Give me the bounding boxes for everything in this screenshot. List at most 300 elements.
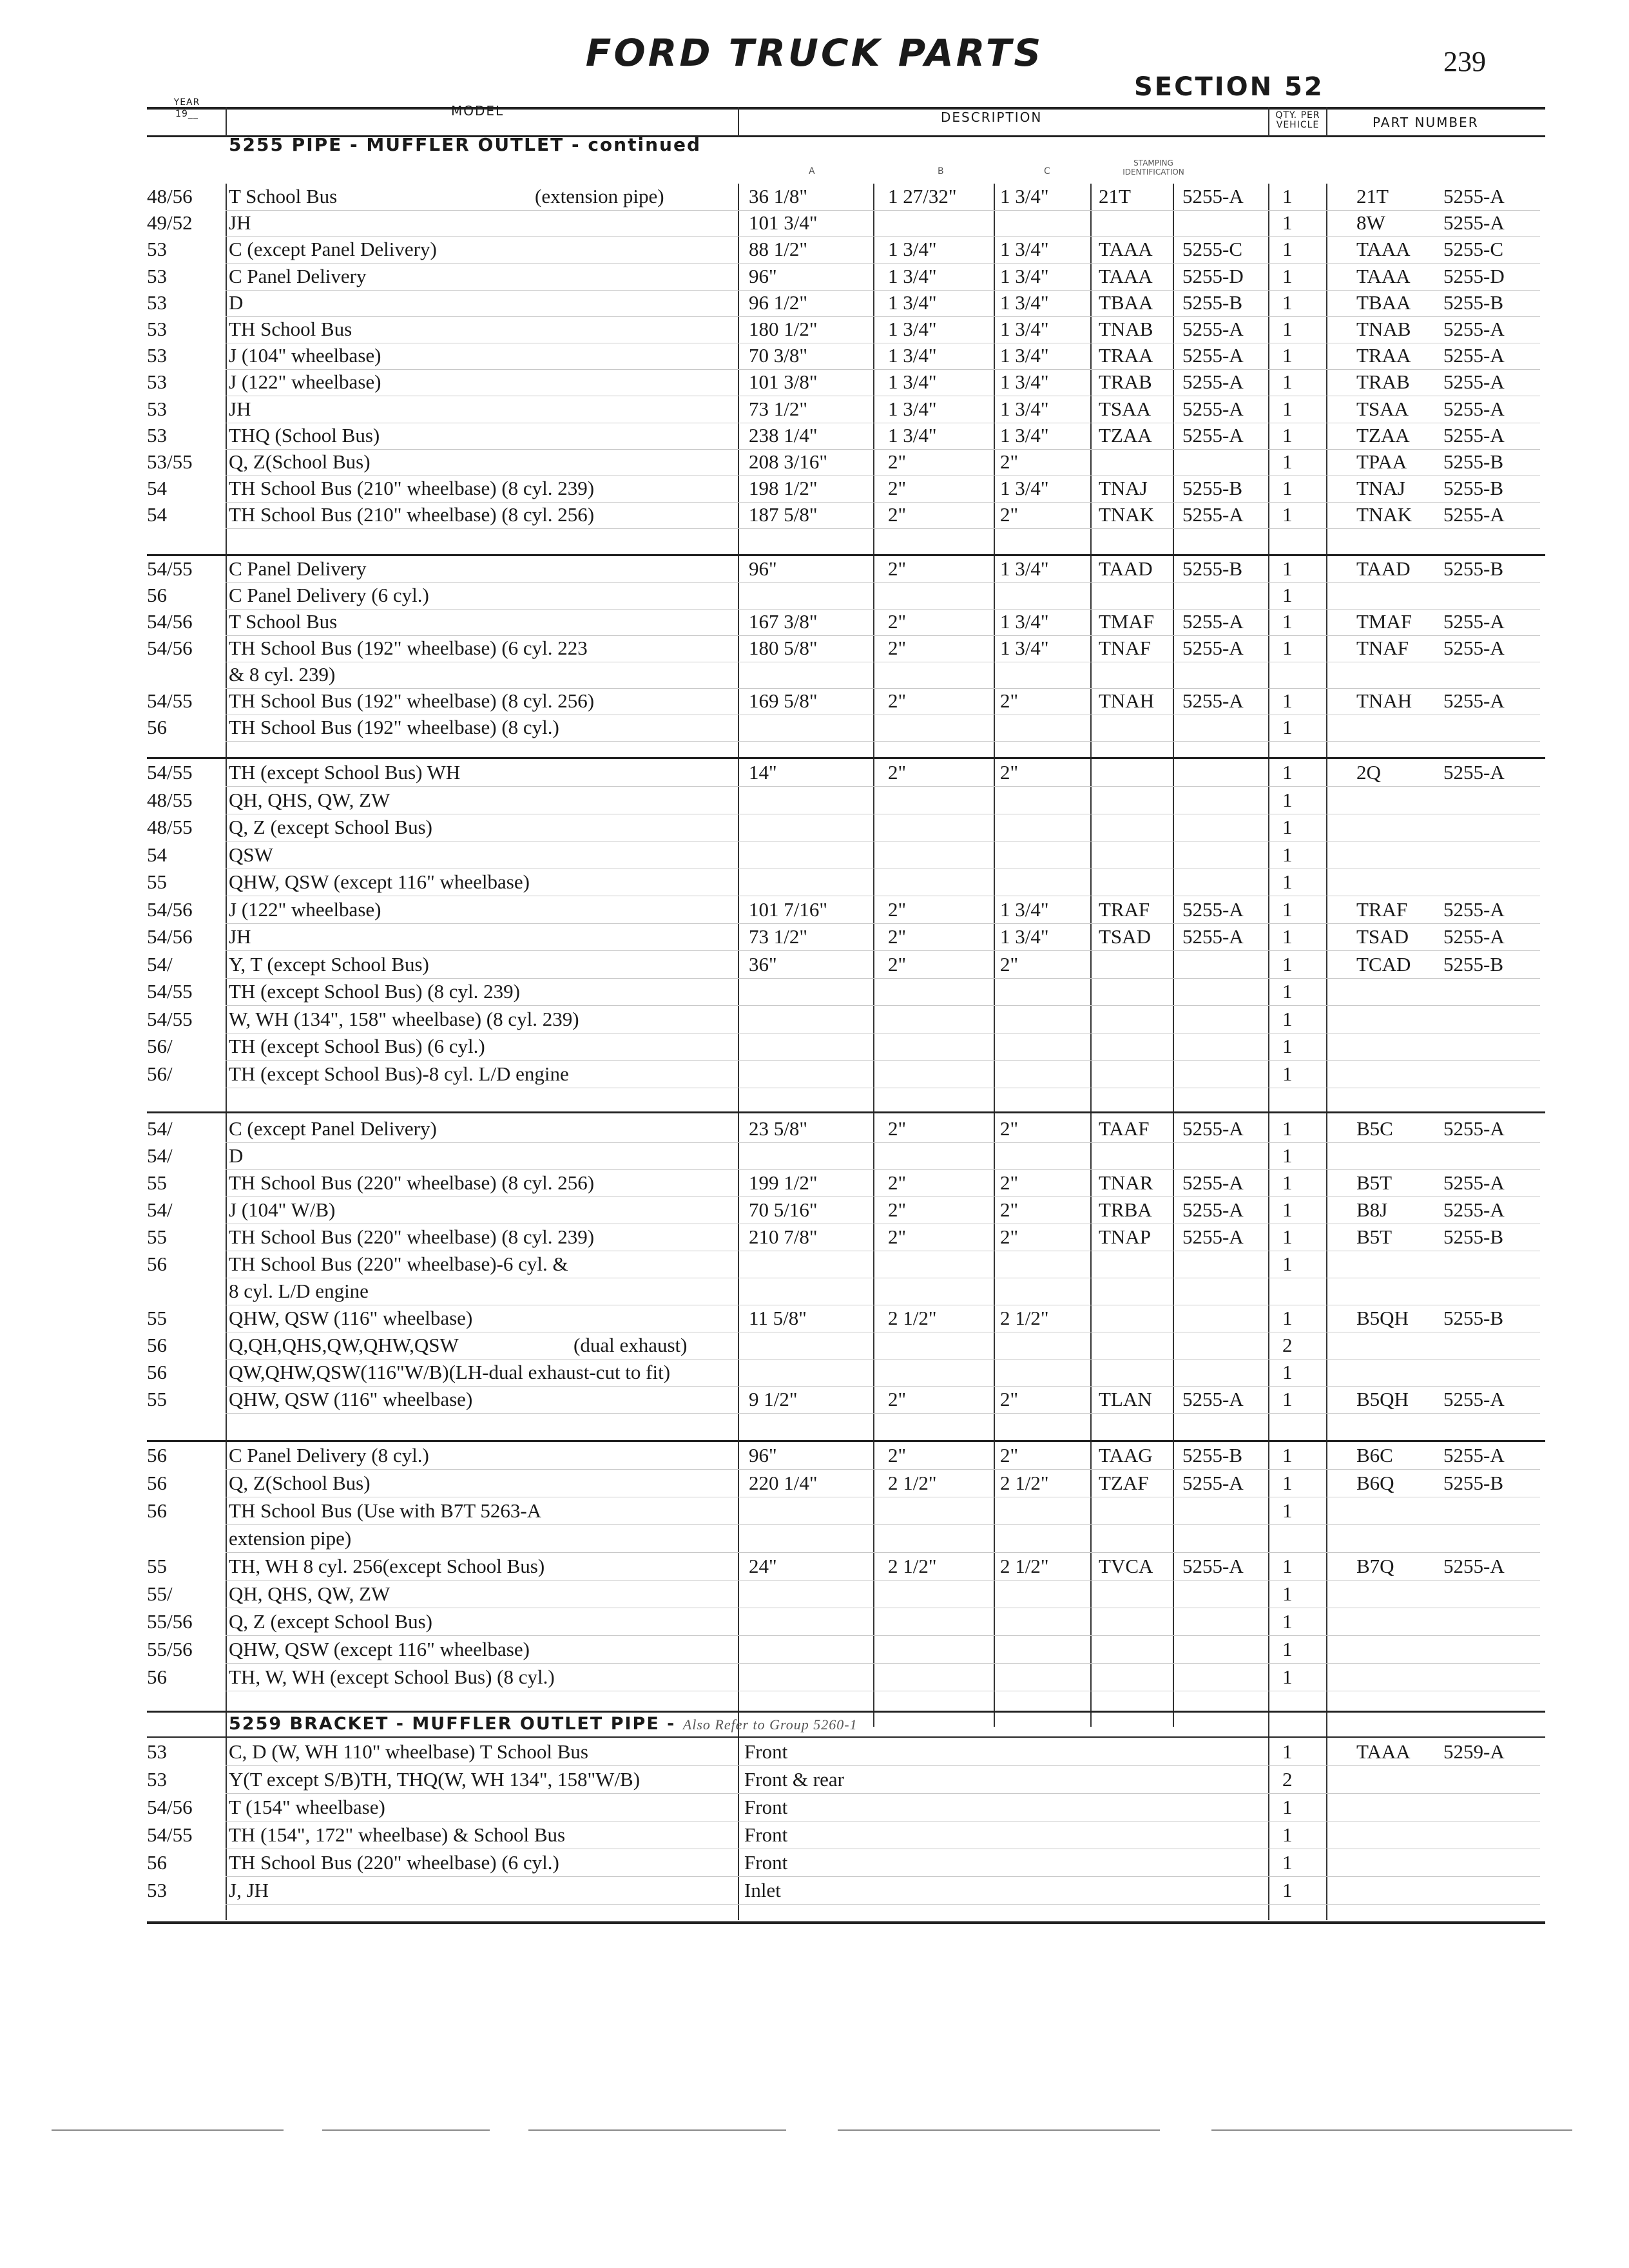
row-part-prefix: B6Q [1356,1472,1394,1494]
row-stamp-number: 5255-A [1182,1198,1244,1221]
table-row [0,715,1629,744]
row-dim-a: 36" [749,952,777,975]
row-model: QHW, QSW (116" wheelbase) [229,1307,473,1329]
row-year: 54 [147,503,167,526]
table-row [0,815,1629,843]
row-part-number: 5255-C [1443,238,1503,261]
row-part-number: 5255-A [1443,1555,1505,1577]
group-separator [147,1711,1545,1713]
row-rule [226,1142,1540,1143]
row-model: TH School Bus (192" wheelbase) (6 cyl. 223 [229,637,588,659]
row-model: J, JH [229,1879,269,1901]
row-part-number: 5255-A [1443,503,1505,526]
row-dim-a: 14" [749,761,777,783]
page-title: FORD TRUCK PARTS [585,31,1044,75]
group-5259-title [229,1714,858,1734]
col-qty: QTY. PER VEHICLE [1275,110,1320,130]
row-qty: 1 [1282,925,1293,948]
row-qty: 1 [1282,610,1293,633]
row-model: TH School Bus [229,318,352,340]
row-year: 53 [147,318,167,340]
row-dim-c: 1 3/4" [1000,185,1049,207]
table-row [0,1554,1629,1582]
footer-rule [528,2129,786,2131]
row-model: C Panel Delivery (6 cyl.) [229,584,429,606]
table-row [0,503,1629,531]
table-row [0,1823,1629,1851]
row-dim-c: 1 3/4" [1000,291,1049,314]
table-row [0,662,1629,691]
row-year: 54 [147,477,167,500]
row-dim-c: 2" [1000,689,1019,712]
row-stamp-prefix: TSAA [1099,397,1151,420]
row-model: TH, WH 8 cyl. 256(except School Bus) [229,1555,545,1577]
row-part-number: 5255-A [1443,637,1505,659]
row-model: Q, Z (except School Bus) [229,1610,432,1633]
row-qty: 1 [1282,1444,1293,1466]
row-stamp-prefix: TLAN [1099,1388,1152,1410]
footer-rule [322,2129,490,2131]
row-dim-c: 2" [1000,1117,1019,1140]
row-stamp-number: 5255-A [1182,1555,1244,1577]
row-stamp-prefix: TNAH [1099,689,1155,712]
row-model: TH (154", 172" wheelbase) & School Bus [229,1823,566,1846]
row-part-number: 5255-A [1443,397,1505,420]
table-row [0,1360,1629,1389]
row-model: TH School Bus (220" wheelbase) (8 cyl. 239) [229,1225,595,1248]
row-part-prefix: B8J [1356,1198,1388,1221]
row-model: T School Bus [229,185,338,207]
row-year: 56 [147,1851,167,1874]
row-qty: 2 [1282,1334,1293,1356]
row-dim-b: 1 3/4" [888,344,937,367]
header-top-rule [147,107,1545,110]
row-stamp-number: 5255-A [1182,610,1244,633]
row-part-prefix: TNAF [1356,637,1409,659]
row-dim-b: 1 3/4" [888,397,937,420]
row-dim-a: 73 1/2" [749,925,808,948]
row-dim-b: 2" [888,689,907,712]
row-year: 49/52 [147,211,193,235]
table-row [0,1198,1629,1226]
row-qty: 2 [1282,1768,1293,1791]
row-year: 54/56 [147,1796,193,1818]
row-dim-c: 1 3/4" [1000,397,1049,420]
row-dim-a: 101 7/16" [749,898,828,921]
row-rule [226,1580,1540,1581]
row-rule [226,1196,1540,1197]
row-qty: 1 [1282,1555,1293,1577]
row-rule [226,1876,1540,1877]
row-year: 53 [147,344,167,367]
col-model: MODEL [451,103,505,119]
row-part-prefix: TZAA [1356,423,1410,447]
row-qty: 1 [1282,1740,1293,1763]
row-dim-b: 2" [888,761,907,783]
row-year: 56 [147,1472,167,1494]
table-row [0,689,1629,717]
row-rule [226,1663,1540,1664]
table-row [0,979,1629,1008]
row-dim-c: 1 3/4" [1000,344,1049,367]
row-dim-a: 96 1/2" [749,291,808,314]
row-part-number: 5255-B [1443,1307,1503,1329]
row-part-prefix: TRAA [1356,344,1411,367]
row-rule [226,1904,1540,1905]
row-qty: 1 [1282,1666,1293,1688]
row-description: Front [744,1823,788,1846]
row-part-prefix: TAAA [1356,238,1411,261]
row-year: 55 [147,1388,167,1410]
row-part-number: 5255-B [1443,477,1503,500]
row-part-number: 5255-B [1443,557,1503,580]
row-year: 54/ [147,1144,173,1167]
table-row [0,843,1629,871]
row-model: TH (except School Bus) (8 cyl. 239) [229,980,520,1003]
row-year: 55/56 [147,1610,193,1633]
table-row [0,925,1629,953]
table-bottom-rule [147,1921,1545,1924]
row-dim-b: 2" [888,637,907,659]
row-stamp-prefix: TNAK [1099,503,1155,526]
row-dim-a: 96" [749,264,777,287]
row-stamp-number: 5255-A [1182,925,1244,948]
row-stamp-number: 5255-A [1182,1117,1244,1140]
row-year: 55/ [147,1582,173,1605]
table-row [0,317,1629,345]
table-row [0,557,1629,585]
table-row [0,1443,1629,1472]
row-stamp-prefix: TBAA [1099,291,1153,314]
row-dim-b: 2" [888,557,907,580]
row-dim-c: 2" [1000,503,1019,526]
row-qty: 1 [1282,1610,1293,1633]
row-year: 53/55 [147,450,193,473]
table-row [0,1582,1629,1610]
table-row [0,264,1629,293]
header-divider-qty [1326,107,1327,137]
row-year: 53 [147,397,167,420]
row-part-prefix: TPAA [1356,450,1407,473]
table-row [0,1795,1629,1823]
row-part-number: 5255-A [1443,1388,1505,1410]
row-dim-a: 167 3/8" [749,610,818,633]
row-stamp-prefix: TNAB [1099,318,1153,340]
row-dim-c: 1 3/4" [1000,637,1049,659]
row-rule [226,528,1540,529]
row-dim-c: 1 3/4" [1000,557,1049,580]
row-qty: 1 [1282,1062,1293,1085]
row-description: Front [744,1796,788,1818]
row-stamp-number: 5255-C [1182,238,1242,261]
row-rule [226,1793,1540,1794]
row-dim-b: 2" [888,925,907,948]
row-part-prefix: TRAF [1356,898,1408,921]
row-dim-a: 24" [749,1555,777,1577]
row-model: TH School Bus (220" wheelbase) (6 cyl.) [229,1851,559,1874]
table-row [0,1252,1629,1280]
row-model: W, WH (134", 158" wheelbase) (8 cyl. 239) [229,1007,579,1030]
row-qty: 1 [1282,1582,1293,1605]
row-rule [226,1552,1540,1553]
row-stamp-number: 5255-A [1182,185,1244,207]
row-model: D [229,1144,244,1167]
table-row [0,1637,1629,1666]
row-year: 53 [147,370,167,394]
table-row [0,343,1629,372]
row-year: 56 [147,1361,167,1383]
subcol-b: B [938,166,944,177]
row-stamp-number: 5255-B [1182,477,1242,500]
footer-rule [1211,2129,1572,2131]
header-divider-model [738,107,739,137]
row-year: 53 [147,238,167,261]
row-part-prefix: 2Q [1356,761,1381,783]
row-qty: 1 [1282,1198,1293,1221]
row-qty: 1 [1282,1823,1293,1846]
row-part-prefix: TRAB [1356,370,1410,394]
row-model: Y(T except S/B)TH, THQ(W, WH 134", 158"W/B) [229,1768,641,1791]
row-dim-a: 220 1/4" [749,1472,818,1494]
row-part-prefix: B6C [1356,1444,1393,1466]
row-stamp-number: 5255-D [1182,264,1244,287]
row-year: 55 [147,1307,167,1329]
row-dim-a: 96" [749,1444,777,1466]
row-year: 54/ [147,952,173,975]
row-description: Front [744,1740,788,1763]
row-dim-c: 2" [1000,450,1019,473]
row-part-prefix: TNAB [1356,318,1411,340]
group-5259-rule [147,1736,1545,1738]
row-model: JH [229,925,251,948]
row-dim-c: 1 3/4" [1000,264,1049,287]
row-part-number: 5255-B [1443,291,1503,314]
row-year: 56 [147,1499,167,1522]
row-description: Front [744,1851,788,1874]
row-dim-b: 2" [888,1444,907,1466]
row-dim-c: 1 3/4" [1000,477,1049,500]
row-model: C, D (W, WH 110" wheelbase) T School Bus [229,1740,588,1763]
row-dim-b: 2" [888,503,907,526]
row-model: TH (except School Bus)-8 cyl. L/D engine [229,1062,569,1085]
row-part-number: 5255-B [1443,1225,1503,1248]
row-year: 53 [147,1768,167,1791]
row-part-prefix: TAAD [1356,557,1411,580]
row-model: TH School Bus (210" wheelbase) (8 cyl. 256) [229,503,595,526]
row-qty: 1 [1282,980,1293,1003]
group-5259-title-text: 5259 BRACKET - MUFFLER OUTLET PIPE - [229,1714,676,1734]
row-qty: 1 [1282,843,1293,866]
row-part-prefix: TSAD [1356,925,1409,948]
row-model: QHW, QSW (except 116" wheelbase) [229,870,530,893]
row-stamp-number: 5255-B [1182,291,1242,314]
row-stamp-prefix: TNAJ [1099,477,1148,500]
row-year: 55 [147,1555,167,1577]
table-row [0,291,1629,319]
row-dim-a: 169 5/8" [749,689,818,712]
row-model: TH School Bus (210" wheelbase) (8 cyl. 239) [229,477,595,500]
row-part-number: 5255-A [1443,185,1505,207]
row-stamp-prefix: TZAF [1099,1472,1149,1494]
row-model: C Panel Delivery (8 cyl.) [229,1444,429,1466]
row-part-number: 5255-B [1443,952,1503,975]
row-model: QH, QHS, QW, ZW [229,788,390,811]
row-dim-a: 199 1/2" [749,1171,818,1194]
row-qty: 1 [1282,788,1293,811]
table-row [0,1034,1629,1062]
row-stamp-number: 5255-A [1182,898,1244,921]
row-part-prefix: TSAA [1356,397,1409,420]
row-part-prefix: TAAA [1356,1740,1411,1763]
row-dim-b: 2" [888,1171,907,1194]
row-part-number: 5255-A [1443,211,1505,235]
row-dim-b: 1 3/4" [888,238,937,261]
row-qty: 1 [1282,1253,1293,1275]
row-dim-c: 1 3/4" [1000,370,1049,394]
row-dim-c: 2" [1000,1444,1019,1466]
subcol-a: A [809,166,815,177]
row-year: 53 [147,1740,167,1763]
row-model: C Panel Delivery [229,557,367,580]
row-model-extra: (extension pipe) [535,185,664,207]
row-model: T (154" wheelbase) [229,1796,385,1818]
row-dim-b: 2" [888,1388,907,1410]
row-part-prefix: B5QH [1356,1388,1409,1410]
row-dim-c: 2" [1000,1171,1019,1194]
row-qty: 1 [1282,1144,1293,1167]
row-stamp-number: 5255-A [1182,1388,1244,1410]
row-qty: 1 [1282,689,1293,712]
row-year: 53 [147,264,167,287]
footer-rule [52,2129,284,2131]
table-row [0,1387,1629,1416]
row-part-prefix: B5T [1356,1225,1393,1248]
row-dim-a: 208 3/16" [749,450,828,473]
table-row [0,952,1629,981]
row-qty: 1 [1282,477,1293,500]
row-model-extra: (dual exhaust) [574,1334,688,1356]
row-year: 56/ [147,1062,173,1085]
row-rule [226,923,1540,924]
row-rule [226,1524,1540,1525]
row-year: 54/55 [147,1823,193,1846]
row-part-number: 5255-A [1443,344,1505,367]
row-qty: 1 [1282,1307,1293,1329]
table-row [0,583,1629,611]
row-stamp-prefix: TAAF [1099,1117,1150,1140]
row-rule [226,1469,1540,1470]
row-dim-c: 2 1/2" [1000,1555,1049,1577]
row-model: TH (except School Bus) (6 cyl.) [229,1035,485,1057]
row-rule [226,950,1540,951]
row-dim-b: 1 3/4" [888,318,937,340]
row-part-prefix: B5T [1356,1171,1393,1194]
row-dim-b: 1 3/4" [888,291,937,314]
row-dim-c: 2" [1000,1225,1019,1248]
row-part-number: 5255-B [1443,450,1503,473]
row-part-prefix: TNAH [1356,689,1412,712]
row-part-prefix: TCAD [1356,952,1411,975]
row-part-number: 5255-B [1443,1472,1503,1494]
row-rule [226,978,1540,979]
row-dim-c: 2" [1000,1198,1019,1221]
row-model: TH School Bus (Use with B7T 5263-A [229,1499,542,1522]
row-part-number: 5255-A [1443,1444,1505,1466]
row-dim-c: 1 3/4" [1000,610,1049,633]
row-qty: 1 [1282,291,1293,314]
row-part-number: 5255-A [1443,370,1505,394]
row-dim-a: 238 1/4" [749,423,818,447]
row-dim-a: 101 3/4" [749,211,818,235]
table-row [0,1117,1629,1145]
row-model: J (104" wheelbase) [229,344,381,367]
row-qty: 1 [1282,1225,1293,1248]
row-year: 55 [147,1225,167,1248]
row-year: 48/56 [147,185,193,207]
row-model: 8 cyl. L/D engine [229,1280,369,1302]
row-dim-b: 2" [888,952,907,975]
group-separator [147,757,1545,759]
row-model: THQ (School Bus) [229,423,380,447]
row-dim-c: 2" [1000,1388,1019,1410]
row-qty: 1 [1282,1472,1293,1494]
row-dim-a: 187 5/8" [749,503,818,526]
row-part-prefix: 8W [1356,211,1385,235]
row-model: J (104" W/B) [229,1198,336,1221]
row-qty: 1 [1282,238,1293,261]
table-row [0,1144,1629,1172]
footer-rule [838,2129,1160,2131]
row-dim-a: 9 1/2" [749,1388,798,1410]
row-year: 55 [147,870,167,893]
table-row [0,1171,1629,1199]
row-stamp-prefix: TRAF [1099,898,1150,921]
row-dim-a: 180 1/2" [749,318,818,340]
row-model: Q, Z (except School Bus) [229,816,432,838]
table-row [0,1279,1629,1307]
row-year: 48/55 [147,816,193,838]
row-stamp-number: 5255-A [1182,1171,1244,1194]
row-qty: 1 [1282,264,1293,287]
table-row [0,1333,1629,1361]
row-dim-a: 96" [749,557,777,580]
row-dim-b: 1 3/4" [888,264,937,287]
row-part-number: 5255-A [1443,925,1505,948]
row-dim-c: 1 3/4" [1000,238,1049,261]
row-year: 54/55 [147,689,193,712]
row-dim-c: 1 3/4" [1000,318,1049,340]
row-dim-b: 2" [888,1225,907,1248]
row-dim-a: 73 1/2" [749,397,808,420]
row-dim-a: 11 5/8" [749,1307,807,1329]
row-model: JH [229,211,251,235]
row-qty: 1 [1282,185,1293,207]
group-separator [147,1440,1545,1442]
row-dim-a: 101 3/8" [749,370,818,394]
row-year: 55/56 [147,1638,193,1660]
row-model: TH School Bus (192" wheelbase) (8 cyl. 256) [229,689,595,712]
row-year: 54/ [147,1198,173,1221]
row-qty: 1 [1282,1388,1293,1410]
row-stamp-number: 5255-A [1182,397,1244,420]
table-row [0,423,1629,452]
row-dim-a: 88 1/2" [749,238,808,261]
row-part-number: 5255-A [1443,610,1505,633]
table-row [0,1526,1629,1555]
table-row [0,450,1629,478]
row-stamp-prefix: 21T [1099,185,1131,207]
row-year: 56 [147,1334,167,1356]
